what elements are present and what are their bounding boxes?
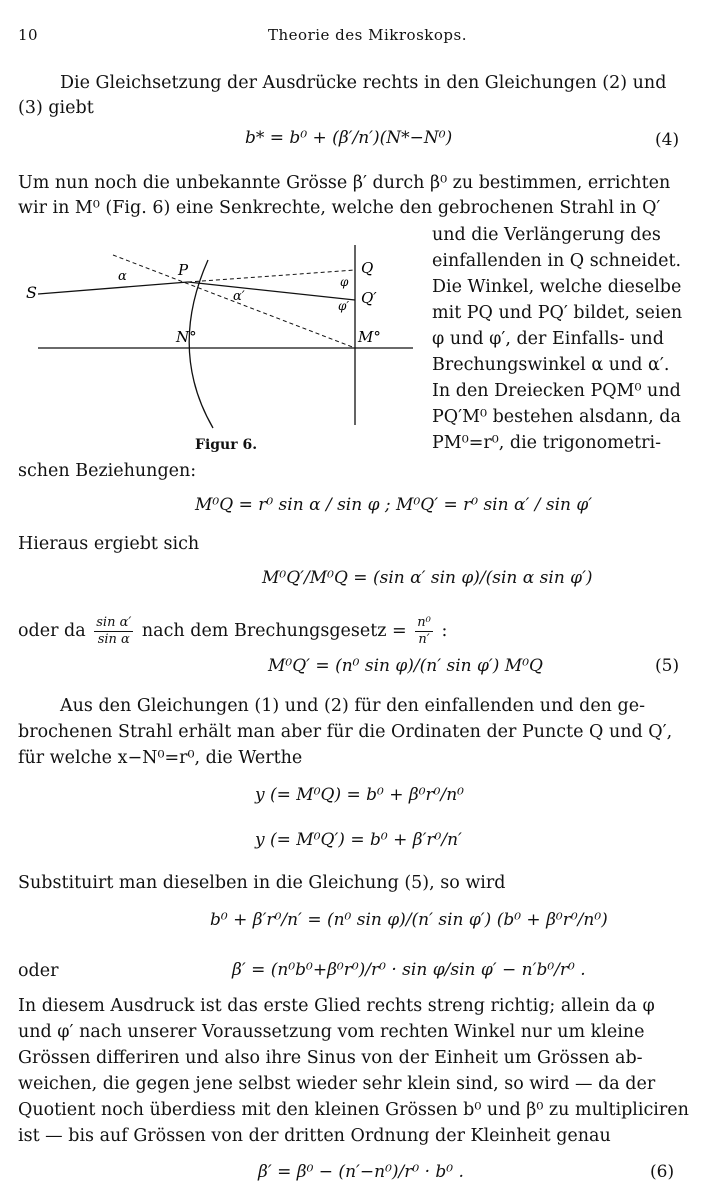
side-text-line: mit PQ und PQ′ bildet, seien (432, 303, 683, 323)
refracted-ray (188, 282, 355, 300)
equation-beta: β′ = (n⁰b⁰+β⁰r⁰)/r⁰ · sin φ/sin φ′ − n′b⁰/r⁰ . (232, 960, 586, 980)
equation-number: (5) (655, 656, 680, 676)
side-text-line: PQ′M⁰ bestehen alsdann, da (432, 407, 681, 427)
text-line: Substituirt man dieselben in die Gleichung (5), so wird (18, 873, 506, 893)
fraction-n-ratio: $\frac{\text{n⁰}}{n'}$ (417, 615, 431, 647)
label-M0: M° (358, 328, 381, 346)
label-Q-prime: Q′ (361, 289, 377, 307)
incident-ray (38, 282, 188, 294)
figure-6 (18, 240, 418, 430)
text-line: In diesem Ausdruck ist das erste Glied rechts streng richtig; allein da φ (18, 996, 655, 1016)
text-line: oder da $\frac{\text{sin α′}}{\text{sin α}}$ nach dem Brechungsgesetz = $\frac{\text{n⁰}}{n'}$ : (18, 615, 448, 647)
figure-caption: Figur 6. (195, 437, 258, 453)
text-line: Aus den Gleichungen (1) und (2) für den einfallenden und den ge- (60, 696, 645, 716)
text-line: Quotient noch überdiess mit den kleinen Grössen b⁰ und β⁰ zu multipliciren (18, 1100, 689, 1120)
label-S: S (26, 283, 37, 302)
extended-incident-ray (188, 270, 355, 282)
equation-4: b* = b⁰ + (β′/n′)(N*−N⁰) (245, 128, 453, 148)
side-text-line: φ und φ′, der Einfalls- und (432, 329, 664, 349)
equation-6: β′ = β⁰ − (n′−n⁰)/r⁰ · b⁰ . (258, 1162, 464, 1182)
page-number: 10 (18, 26, 39, 44)
text-oder-da: oder da (18, 621, 86, 641)
text-line: ist — bis auf Grössen von der dritten Ordnung der Kleinheit genau (18, 1126, 611, 1146)
label-N0: N° (176, 328, 197, 346)
side-text-line: und die Verlängerung des (432, 225, 661, 245)
label-phi: φ (340, 275, 349, 289)
side-text-line: einfallenden in Q schneidet. (432, 251, 682, 271)
side-text-line: In den Dreiecken PQM⁰ und (432, 381, 681, 401)
fraction-sin-ratio: $\frac{\text{sin α′}}{\text{sin α}}$ (96, 615, 132, 647)
text-line: Die Gleichsetzung der Ausdrücke rechts in den Gleichungen (2) und (60, 73, 667, 93)
equation-substituted: b⁰ + β′r⁰/n′ = (n⁰ sin φ)/(n′ sin φ′) (b⁰ + β⁰r⁰/n⁰) (210, 910, 608, 930)
side-text-line: PM⁰=r⁰, die trigonometri- (432, 433, 661, 453)
text-line: Um nun noch die unbekannte Grösse β′ durch β⁰ zu bestimmen, errichten (18, 173, 671, 193)
text-line: weichen, die gegen jene selbst wieder sehr klein sind, so wird — da der (18, 1074, 656, 1094)
running-title: Theorie des Mikroskops. (268, 26, 467, 44)
equation-ratio: M⁰Q′/M⁰Q = (sin α′ sin φ)/(sin α sin φ′) (262, 568, 593, 588)
text-line: (3) giebt (18, 98, 94, 118)
side-text-line: Brechungswinkel α und α′. (432, 355, 670, 375)
text-line: und φ′ nach unserer Voraussetzung vom rechten Winkel nur um kleine (18, 1022, 645, 1042)
text-line: Hieraus ergiebt sich (18, 534, 200, 554)
equation-5: M⁰Q′ = (n⁰ sin φ)/(n′ sin φ′) M⁰Q (268, 656, 543, 676)
equation-trig: M⁰Q = r⁰ sin α / sin φ ; M⁰Q′ = r⁰ sin α′ / sin φ′ (195, 495, 593, 515)
text-line: brochenen Strahl erhält man aber für die Ordinaten der Puncte Q und Q′, (18, 722, 673, 742)
label-P: P (178, 261, 189, 279)
equation-number: (6) (650, 1162, 675, 1182)
equation-y2: y (= M⁰Q′) = b⁰ + β′r⁰/n′ (255, 830, 462, 850)
label-Q: Q (361, 259, 374, 277)
equation-y1: y (= M⁰Q) = b⁰ + β⁰r⁰/n⁰ (255, 785, 464, 805)
text-line: Grössen differiren und also ihre Sinus von der Einheit um Grössen ab- (18, 1048, 643, 1068)
text-line: wir in M⁰ (Fig. 6) eine Senkrechte, welche den gebrochenen Strahl in Q′ (18, 198, 661, 218)
text-line: für welche x−N⁰=r⁰, die Werthe (18, 748, 303, 768)
text-line: schen Beziehungen: (18, 461, 197, 481)
label-alpha-prime: α′ (233, 289, 245, 304)
side-text-line: Die Winkel, welche dieselbe (432, 277, 682, 297)
text-line: oder (18, 961, 59, 981)
text-brechungsgesetz: nach dem Brechungsgesetz = (141, 621, 407, 641)
label-phi-prime: φ′ (338, 299, 350, 313)
equation-number: (4) (655, 130, 680, 150)
page-header (18, 24, 698, 46)
label-alpha: α (118, 269, 127, 284)
